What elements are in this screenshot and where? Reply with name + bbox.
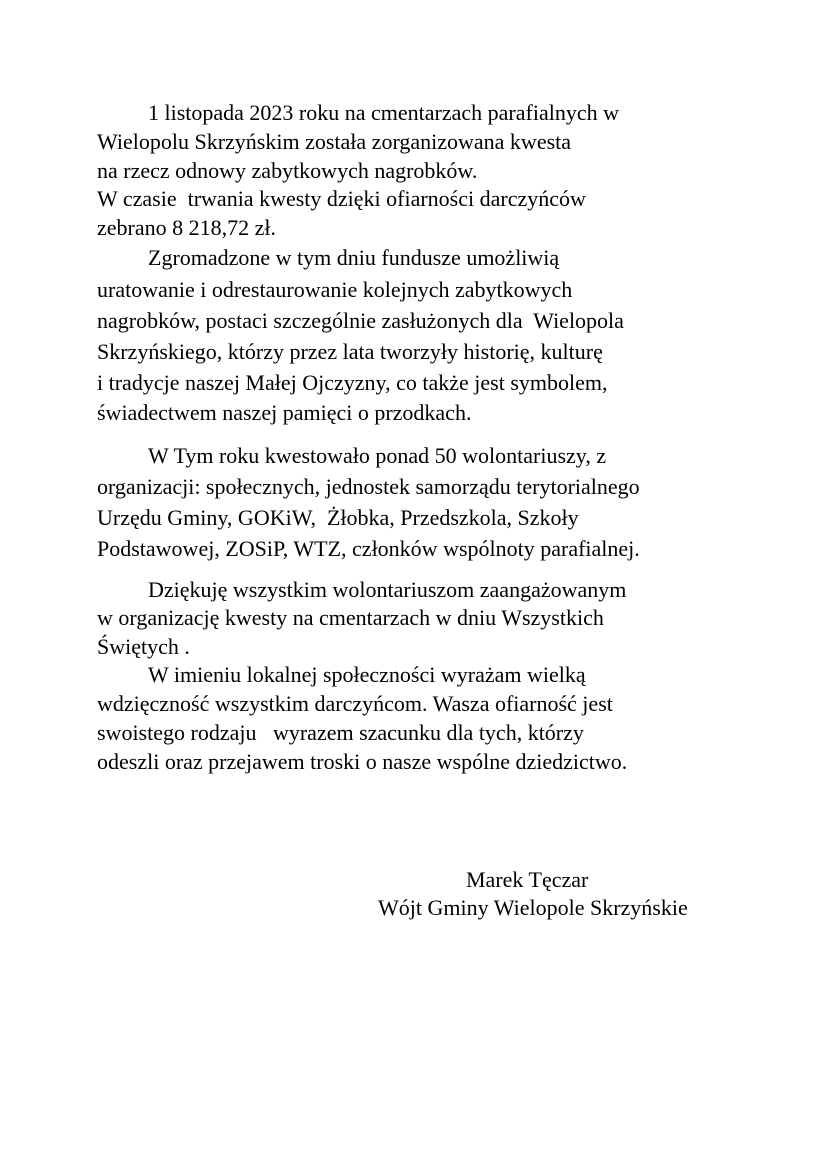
text-line: W Tym roku kwestowało ponad 50 wolontariuszy, z bbox=[148, 443, 607, 468]
text-line: Podstawowej, ZOSiP, WTZ, członków wspólnoty parafialnej. bbox=[97, 536, 640, 561]
signatory-title: Wójt Gminy Wielopole Skrzyńskie bbox=[378, 895, 688, 920]
text-line: na rzecz odnowy zabytkowych nagrobków. bbox=[97, 158, 478, 183]
text-line: i tradycje naszej Małej Ojczyzny, co także jest symbolem, bbox=[97, 370, 608, 395]
text-line: wdzięczność wszystkim darczyńcom. Wasza ofiarność jest bbox=[97, 691, 613, 716]
text-line: odeszli oraz przejawem troski o nasze wspólne dziedzictwo. bbox=[97, 749, 628, 774]
text-line: Urzędu Gminy, GOKiW, Żłobka, Przedszkola, Szkoły bbox=[97, 505, 579, 530]
text-line: Skrzyńskiego, którzy przez lata tworzyły historię, kulturę bbox=[97, 339, 603, 364]
text-line: W imieniu lokalnej społeczności wyrażam wielką bbox=[148, 662, 586, 687]
text-line: uratowanie i odrestaurowanie kolejnych zabytkowych bbox=[97, 277, 573, 302]
text-line: swoistego rodzaju wyrazem szacunku dla tych, którzy bbox=[97, 720, 584, 745]
text-line: zebrano 8 218,72 zł. bbox=[97, 215, 276, 240]
text-line: 1 listopada 2023 roku na cmentarzach parafialnych w bbox=[148, 100, 619, 125]
text-line: organizacji: społecznych, jednostek samorządu terytorialnego bbox=[97, 474, 640, 499]
text-line: W czasie trwania kwesty dzięki ofiarności darczyńców bbox=[97, 186, 586, 211]
text-line: nagrobków, postaci szczególnie zasłużonych dla Wielopola bbox=[97, 308, 624, 333]
text-line: świadectwem naszej pamięci o przodkach. bbox=[97, 400, 472, 425]
text-line: Zgromadzone w tym dniu fundusze umożliwią bbox=[148, 245, 560, 270]
text-line: Dziękuję wszystkim wolontariuszom zaangażowanym bbox=[148, 577, 627, 602]
text-line: Świętych . bbox=[97, 634, 190, 659]
text-line: w organizację kwesty na cmentarzach w dniu Wszystkich bbox=[97, 605, 604, 630]
text-line: Wielopolu Skrzyńskim została zorganizowana kwesta bbox=[97, 129, 572, 154]
signatory-name: Marek Tęczar bbox=[466, 867, 589, 892]
